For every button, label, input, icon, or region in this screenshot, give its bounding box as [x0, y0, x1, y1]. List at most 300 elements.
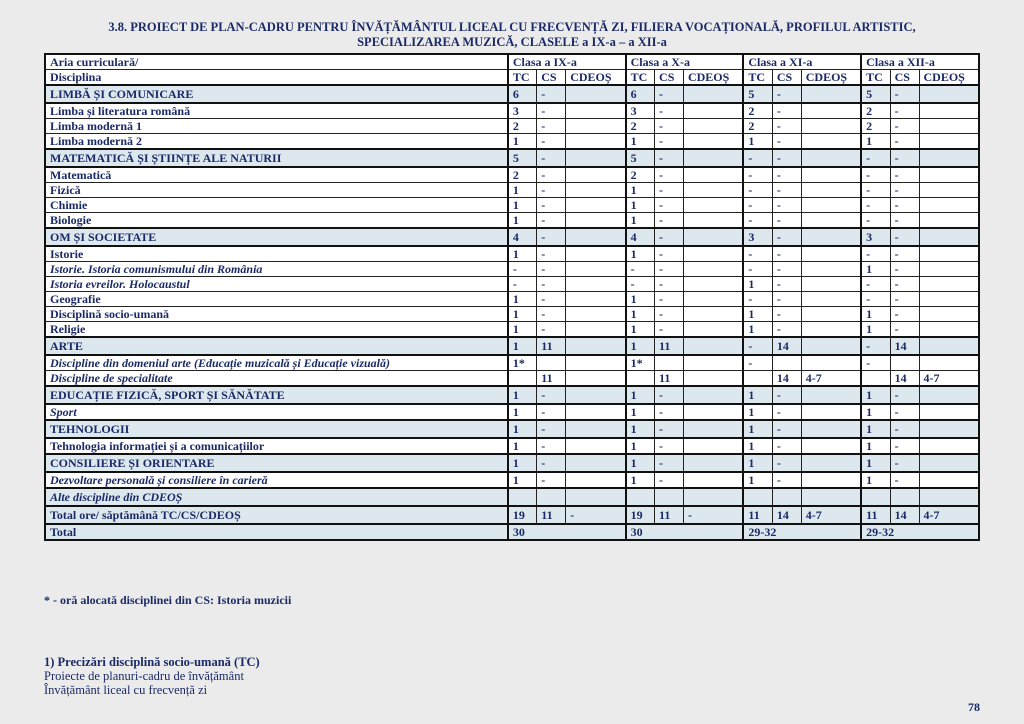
tc-cell: -: [861, 337, 890, 355]
cdeos-cell: [919, 103, 979, 119]
cs-cell: -: [537, 454, 566, 472]
tc-cell: -: [861, 246, 890, 262]
cs-cell: 14: [772, 506, 801, 524]
cdeos-cell: [801, 167, 861, 183]
tc-cell: 1: [861, 420, 890, 438]
cs-cell: -: [537, 292, 566, 307]
cs-cell: -: [655, 386, 684, 404]
cs-cell: -: [890, 262, 919, 277]
area-row: [45, 454, 979, 472]
cdeos-cell: [801, 472, 861, 488]
cdeos-cell: [683, 355, 743, 371]
cs-cell: -: [772, 85, 801, 103]
header-cdeos: CDEOȘ: [683, 70, 743, 86]
cs-cell: -: [890, 307, 919, 322]
cdeos-cell: [919, 386, 979, 404]
tc-cell: 1: [626, 198, 655, 213]
area-row: [45, 85, 979, 103]
tc-cell: -: [743, 292, 772, 307]
tc-cell: -: [743, 262, 772, 277]
cs-cell: -: [890, 322, 919, 338]
cdeos-cell: [683, 322, 743, 338]
cs-cell: -: [890, 404, 919, 420]
discipline-row: [45, 322, 979, 338]
cs-cell: [890, 355, 919, 371]
cdeos-cell: [566, 213, 626, 229]
cs-cell: [655, 355, 684, 371]
cs-cell: -: [655, 277, 684, 292]
area-row: [45, 488, 979, 506]
cdeos-cell: 4-7: [919, 506, 979, 524]
discipline-name: Tehnologia informației și a comunicațiilor: [45, 438, 508, 454]
tc-cell: 2: [508, 119, 537, 134]
cdeos-cell: [801, 149, 861, 167]
discipline-name: Biologie: [45, 213, 508, 229]
header-class-10: Clasa a X-a: [626, 54, 744, 70]
header-class-12: Clasa a XII-a: [861, 54, 979, 70]
cdeos-cell: [683, 420, 743, 438]
cdeos-cell: [801, 119, 861, 134]
tc-cell: 1: [626, 386, 655, 404]
cs-cell: -: [655, 198, 684, 213]
discipline-row: [45, 134, 979, 150]
cdeos-cell: [919, 438, 979, 454]
discipline-name: Disciplină socio-umană: [45, 307, 508, 322]
tc-cell: 1*: [626, 355, 655, 371]
discipline-name: Sport: [45, 404, 508, 420]
discipline-row: [45, 183, 979, 198]
cdeos-cell: [566, 307, 626, 322]
cdeos-cell: [566, 337, 626, 355]
cs-cell: -: [890, 454, 919, 472]
area-name: LIMBĂ ȘI COMUNICARE: [45, 85, 508, 103]
tc-cell: 1: [626, 454, 655, 472]
cs-cell: -: [890, 472, 919, 488]
cs-cell: -: [537, 420, 566, 438]
cs-cell: -: [772, 322, 801, 338]
tc-cell: -: [743, 149, 772, 167]
cs-cell: -: [890, 103, 919, 119]
cs-cell: -: [537, 119, 566, 134]
tc-cell: -: [861, 292, 890, 307]
cs-cell: -: [655, 149, 684, 167]
tc-cell: 1: [861, 134, 890, 150]
tc-cell: 5: [861, 85, 890, 103]
precizari-line-1: Proiecte de planuri-cadru de învățământ: [44, 669, 244, 683]
cdeos-cell: [801, 420, 861, 438]
cdeos-cell: [801, 488, 861, 506]
tc-cell: 1: [861, 262, 890, 277]
cs-cell: -: [890, 149, 919, 167]
cs-cell: -: [772, 292, 801, 307]
tc-cell: 2: [861, 119, 890, 134]
precizari-heading: 1) Precizări disciplină socio-umană (TC): [44, 655, 260, 669]
cs-cell: -: [537, 149, 566, 167]
cdeos-cell: [801, 134, 861, 150]
tc-cell: -: [743, 213, 772, 229]
tc-cell: -: [743, 167, 772, 183]
tc-cell: 2: [743, 103, 772, 119]
cdeos-cell: [801, 322, 861, 338]
total-row: [45, 524, 979, 540]
cs-cell: 14: [772, 371, 801, 387]
cs-cell: -: [890, 438, 919, 454]
cdeos-cell: [919, 322, 979, 338]
tc-cell: [743, 371, 772, 387]
tc-cell: [626, 488, 655, 506]
cdeos-cell: [566, 404, 626, 420]
tc-cell: 1: [743, 134, 772, 150]
tc-cell: 5: [626, 149, 655, 167]
tc-cell: [861, 488, 890, 506]
cs-cell: -: [772, 262, 801, 277]
tc-cell: 1: [861, 386, 890, 404]
tc-cell: 4: [508, 228, 537, 246]
cs-cell: -: [772, 134, 801, 150]
cs-cell: -: [537, 134, 566, 150]
header-cdeos: CDEOȘ: [919, 70, 979, 86]
cs-cell: -: [655, 420, 684, 438]
header-row-sub: [45, 70, 979, 86]
tc-cell: 11: [861, 506, 890, 524]
cs-cell: -: [537, 386, 566, 404]
tc-cell: 1: [508, 307, 537, 322]
cs-cell: -: [890, 183, 919, 198]
cdeos-cell: 4-7: [801, 506, 861, 524]
cdeos-cell: -: [566, 506, 626, 524]
cs-cell: -: [655, 262, 684, 277]
area-name: Alte discipline din CDEOȘ: [45, 488, 508, 506]
tc-cell: 2: [626, 119, 655, 134]
tc-cell: -: [626, 277, 655, 292]
cdeos-cell: [566, 198, 626, 213]
cdeos-cell: [566, 371, 626, 387]
header-cs: CS: [890, 70, 919, 86]
cs-cell: -: [772, 198, 801, 213]
cs-cell: -: [890, 292, 919, 307]
tc-cell: 2: [861, 103, 890, 119]
discipline-row: [45, 404, 979, 420]
tc-cell: -: [743, 337, 772, 355]
cs-cell: -: [655, 307, 684, 322]
area-row: [45, 506, 979, 524]
cdeos-cell: [566, 134, 626, 150]
cs-cell: -: [772, 246, 801, 262]
tc-cell: 1: [508, 134, 537, 150]
tc-cell: -: [861, 183, 890, 198]
tc-cell: 1: [508, 454, 537, 472]
cdeos-cell: [566, 183, 626, 198]
cs-cell: 11: [655, 337, 684, 355]
header-tc: TC: [508, 70, 537, 86]
precizari-block: [44, 655, 260, 697]
cdeos-cell: [683, 488, 743, 506]
header-cs: CS: [655, 70, 684, 86]
cdeos-cell: [801, 404, 861, 420]
area-row: [45, 228, 979, 246]
discipline-name: Limba și literatura română: [45, 103, 508, 119]
cs-cell: 14: [890, 337, 919, 355]
tc-cell: 1: [626, 404, 655, 420]
cs-cell: 11: [537, 371, 566, 387]
cdeos-cell: [566, 262, 626, 277]
cs-cell: -: [772, 438, 801, 454]
cs-cell: -: [537, 472, 566, 488]
cs-cell: -: [772, 454, 801, 472]
cdeos-cell: [683, 213, 743, 229]
cdeos-cell: [566, 420, 626, 438]
header-tc: TC: [626, 70, 655, 86]
tc-cell: 1: [508, 420, 537, 438]
cdeos-cell: [566, 454, 626, 472]
cdeos-cell: [683, 337, 743, 355]
cdeos-cell: [683, 371, 743, 387]
cs-cell: -: [655, 228, 684, 246]
tc-cell: 1*: [508, 355, 537, 371]
tc-cell: -: [508, 262, 537, 277]
cs-cell: 14: [772, 337, 801, 355]
total-value: 30: [626, 524, 744, 540]
discipline-row: [45, 119, 979, 134]
cs-cell: -: [537, 404, 566, 420]
discipline-row: [45, 198, 979, 213]
cs-cell: -: [655, 167, 684, 183]
cdeos-cell: [919, 404, 979, 420]
tc-cell: 3: [626, 103, 655, 119]
discipline-name: Istoria evreilor. Holocaustul: [45, 277, 508, 292]
cs-cell: -: [537, 307, 566, 322]
header-class-11: Clasa a XI-a: [743, 54, 861, 70]
header-cs: CS: [772, 70, 801, 86]
cs-cell: -: [655, 103, 684, 119]
cs-cell: -: [655, 119, 684, 134]
tc-cell: 1: [743, 386, 772, 404]
discipline-name: Limba modernă 2: [45, 134, 508, 150]
header-cs: CS: [537, 70, 566, 86]
tc-cell: 1: [861, 454, 890, 472]
cdeos-cell: [919, 228, 979, 246]
cdeos-cell: [683, 149, 743, 167]
discipline-name: Fizică: [45, 183, 508, 198]
cdeos-cell: [801, 262, 861, 277]
area-name: MATEMATICĂ ȘI ȘTIINȚE ALE NATURII: [45, 149, 508, 167]
tc-cell: 19: [626, 506, 655, 524]
discipline-row: [45, 213, 979, 229]
tc-cell: 4: [626, 228, 655, 246]
cdeos-cell: [683, 246, 743, 262]
cs-cell: -: [772, 149, 801, 167]
tc-cell: 1: [508, 213, 537, 229]
header-discipline-label: Disciplina: [45, 70, 508, 86]
cs-cell: -: [890, 198, 919, 213]
cdeos-cell: [801, 85, 861, 103]
cdeos-cell: [683, 454, 743, 472]
cs-cell: -: [890, 85, 919, 103]
page-number: 78: [968, 700, 980, 714]
tc-cell: 1: [508, 198, 537, 213]
tc-cell: [626, 371, 655, 387]
cs-cell: -: [772, 103, 801, 119]
page-title: [60, 20, 964, 50]
cs-cell: -: [537, 198, 566, 213]
cdeos-cell: [919, 337, 979, 355]
cdeos-cell: [919, 134, 979, 150]
tc-cell: 6: [508, 85, 537, 103]
cs-cell: 11: [537, 337, 566, 355]
cdeos-cell: [683, 228, 743, 246]
tc-cell: 1: [743, 472, 772, 488]
curriculum-table: [44, 53, 980, 541]
tc-cell: 1: [508, 404, 537, 420]
area-name: ARTE: [45, 337, 508, 355]
cs-cell: -: [655, 322, 684, 338]
tc-cell: [743, 488, 772, 506]
cdeos-cell: [801, 277, 861, 292]
cs-cell: -: [537, 322, 566, 338]
tc-cell: -: [861, 198, 890, 213]
cdeos-cell: [683, 119, 743, 134]
tc-cell: -: [861, 167, 890, 183]
cdeos-cell: [919, 213, 979, 229]
cdeos-cell: [919, 119, 979, 134]
cdeos-cell: [919, 262, 979, 277]
header-area-label: Aria curriculară/: [45, 54, 508, 70]
tc-cell: [508, 371, 537, 387]
cdeos-cell: [801, 337, 861, 355]
cs-cell: -: [537, 183, 566, 198]
discipline-name: Matematică: [45, 167, 508, 183]
cdeos-cell: [566, 488, 626, 506]
tc-cell: 1: [743, 404, 772, 420]
cs-cell: -: [772, 307, 801, 322]
cdeos-cell: [801, 307, 861, 322]
tc-cell: 1: [508, 292, 537, 307]
cdeos-cell: [683, 307, 743, 322]
tc-cell: -: [861, 149, 890, 167]
cs-cell: [772, 488, 801, 506]
area-row: [45, 386, 979, 404]
title-line-2: SPECIALIZAREA MUZICĂ, CLASELE a IX-a – a XII-a: [357, 35, 667, 49]
cs-cell: -: [772, 386, 801, 404]
cs-cell: [537, 355, 566, 371]
cs-cell: -: [537, 103, 566, 119]
discipline-row: [45, 262, 979, 277]
discipline-row: [45, 246, 979, 262]
header-row-classes: [45, 54, 979, 70]
cdeos-cell: -: [683, 506, 743, 524]
cs-cell: -: [655, 85, 684, 103]
cs-cell: [655, 488, 684, 506]
discipline-name: Istorie. Istoria comunismului din România: [45, 262, 508, 277]
cs-cell: -: [772, 183, 801, 198]
cs-cell: [537, 488, 566, 506]
tc-cell: 1: [743, 438, 772, 454]
cs-cell: -: [655, 246, 684, 262]
discipline-row: [45, 103, 979, 119]
cs-cell: -: [655, 404, 684, 420]
cdeos-cell: [919, 198, 979, 213]
tc-cell: 1: [508, 322, 537, 338]
discipline-name: Dezvoltare personală și consiliere în carieră: [45, 472, 508, 488]
cdeos-cell: [683, 167, 743, 183]
cdeos-cell: [919, 246, 979, 262]
tc-cell: 1: [743, 322, 772, 338]
cdeos-cell: [566, 103, 626, 119]
header-cdeos: CDEOȘ: [566, 70, 626, 86]
tc-cell: 1: [861, 322, 890, 338]
total-value: 30: [508, 524, 626, 540]
tc-cell: 2: [626, 167, 655, 183]
cdeos-cell: [683, 277, 743, 292]
cdeos-cell: [683, 472, 743, 488]
cdeos-cell: [566, 277, 626, 292]
area-name: CONSILIERE ȘI ORIENTARE: [45, 454, 508, 472]
discipline-row: [45, 292, 979, 307]
cs-cell: -: [655, 183, 684, 198]
cdeos-cell: [566, 386, 626, 404]
cs-cell: -: [890, 119, 919, 134]
cdeos-cell: [566, 322, 626, 338]
tc-cell: 1: [626, 307, 655, 322]
tc-cell: 1: [626, 183, 655, 198]
cs-cell: -: [655, 472, 684, 488]
tc-cell: 1: [626, 420, 655, 438]
tc-cell: 3: [743, 228, 772, 246]
cdeos-cell: 4-7: [801, 371, 861, 387]
cdeos-cell: [566, 228, 626, 246]
discipline-row: [45, 277, 979, 292]
cdeos-cell: [801, 292, 861, 307]
cs-cell: -: [772, 472, 801, 488]
tc-cell: 1: [508, 438, 537, 454]
cdeos-cell: [683, 438, 743, 454]
cs-cell: -: [655, 454, 684, 472]
cs-cell: -: [890, 228, 919, 246]
cdeos-cell: [919, 355, 979, 371]
tc-cell: 1: [508, 386, 537, 404]
tc-cell: 1: [743, 277, 772, 292]
cdeos-cell: [919, 307, 979, 322]
tc-cell: 1: [743, 420, 772, 438]
cs-cell: -: [655, 134, 684, 150]
cdeos-cell: [801, 386, 861, 404]
cdeos-cell: [566, 85, 626, 103]
tc-cell: [508, 488, 537, 506]
cs-cell: 14: [890, 371, 919, 387]
discipline-row: [45, 438, 979, 454]
footnote: * - oră alocată disciplinei din CS: Istoria muzicii: [44, 593, 292, 607]
tc-cell: 1: [626, 438, 655, 454]
cs-cell: -: [537, 262, 566, 277]
cs-cell: 14: [890, 506, 919, 524]
cdeos-cell: [566, 167, 626, 183]
cdeos-cell: [683, 134, 743, 150]
tc-cell: 1: [861, 472, 890, 488]
cs-cell: -: [772, 277, 801, 292]
cdeos-cell: [566, 355, 626, 371]
cdeos-cell: [801, 103, 861, 119]
cdeos-cell: [801, 438, 861, 454]
area-name: OM ȘI SOCIETATE: [45, 228, 508, 246]
cdeos-cell: [566, 246, 626, 262]
area-name: Total ore/ săptămână TC/CS/CDEOȘ: [45, 506, 508, 524]
cs-cell: -: [890, 167, 919, 183]
area-row: [45, 149, 979, 167]
cdeos-cell: [919, 149, 979, 167]
cs-cell: -: [772, 420, 801, 438]
cs-cell: 11: [537, 506, 566, 524]
tc-cell: 2: [743, 119, 772, 134]
